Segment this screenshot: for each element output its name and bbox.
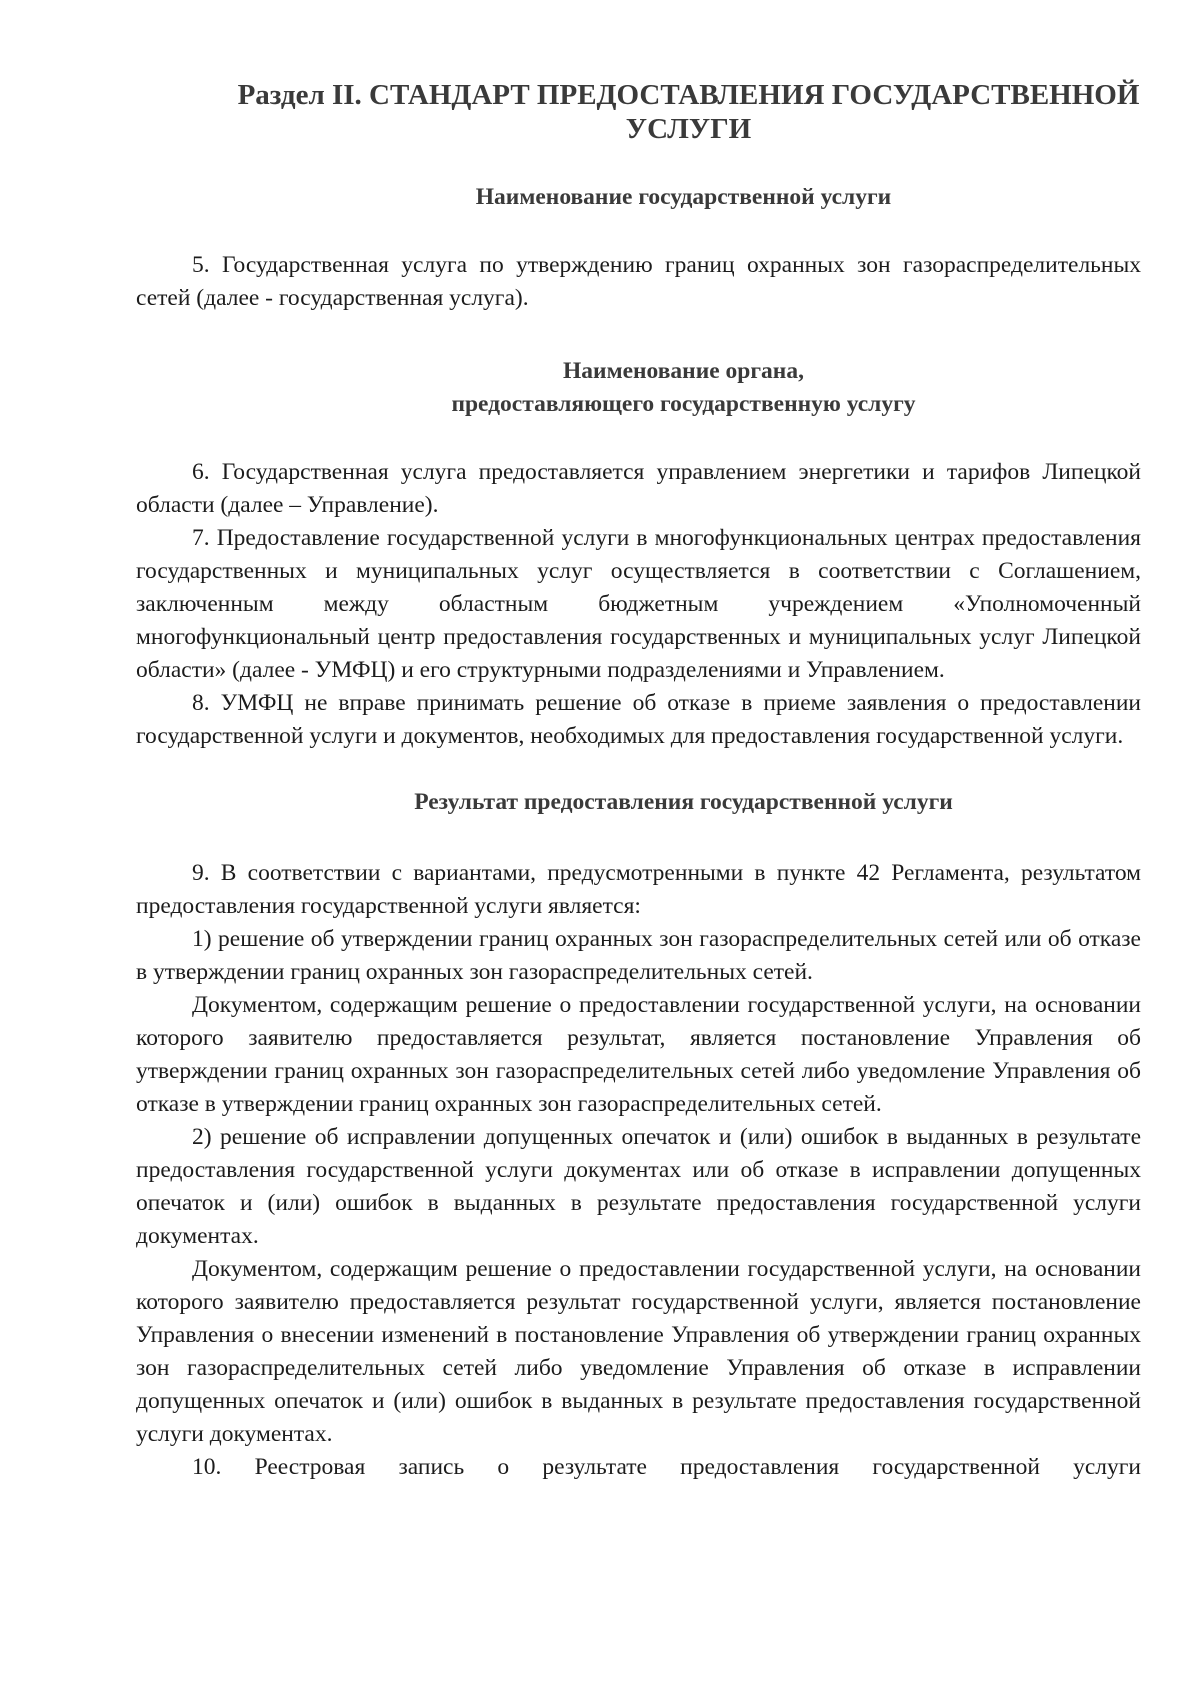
service-name-block (136, 249, 1141, 315)
paragraph-9-1: 1) решение об утверждении границ охранных зон газораспределительных сетей или об отказе в утверждении границ охранных зон газораспределительных сетей. (136, 926, 1141, 985)
heading-authority (136, 355, 1141, 421)
result-block (136, 857, 1141, 1484)
heading-result: Результат предоставления государственной услуги (414, 789, 953, 815)
paragraph-9-2-document: Документом, содержащим решение о предоставлении государственной услуги, на основании которого заявителю предоставляется результат государственной услуги, является постановление Управления о внесении изменений в постановление Управления об утверждении границ охранных зон газораспределительных сетей либо уведомление Управления об отказе в исправлении допущенных опечаток и (или) ошибок в выданных в результате предоставления государственной услуги документах. (136, 1256, 1141, 1447)
heading-service-name: Наименование государственной услуги (475, 184, 892, 210)
paragraph-9-1-document: Документом, содержащим решение о предоставлении государственной услуги, на основании которого заявителю предоставляется результат, является постановление Управления об утверждении границ охранных зон газораспределительных сетей либо уведомление Управления об отказе в утверждении границ охранных зон газораспределительных сетей. (136, 992, 1141, 1117)
paragraph-10: 10. Реестровая запись о результате предоставления государственной услуги (192, 1454, 1141, 1480)
paragraph-9-2: 2) решение об исправлении допущенных опечаток и (или) ошибок в выданных в результате предоставления государственной услуги документах или об отказе в исправлении допущенных опечаток и (или) ошибок в выданных в результате предоставления государственной услуги документах. (136, 1124, 1141, 1249)
section-title (136, 78, 1141, 146)
paragraph-8: 8. УМФЦ не вправе принимать решение об отказе в приеме заявления о предоставлении государственной услуги и документов, необходимых для предоставления государственной услуги. (136, 690, 1141, 749)
authority-block (136, 456, 1141, 753)
paragraph-6: 6. Государственная услуга предоставляется управлением энергетики и тарифов Липецкой области (далее – Управление). (136, 459, 1141, 518)
paragraph-7: 7. Предоставление государственной услуги в многофункциональных центрах предоставления государственных и муниципальных услуг осуществляется в соответствии с Соглашением, заключенным между областным бюджетным учреждением «Уполномоченный многофункциональный центр предоставления государственных и муниципальных услуг Липецкой области» (далее - УМФЦ) и его структурными подразделениями и Управлением. (136, 525, 1141, 683)
heading-authority-line2: предоставляющего государственную услугу (451, 391, 916, 417)
section-title-line2: УСЛУГИ (625, 113, 752, 145)
paragraph-5: 5. Государственная услуга по утверждению границ охранных зон газораспределительных сетей (далее - государственная услуга). (136, 252, 1141, 311)
paragraph-9: 9. В соответствии с вариантами, предусмотренными в пункте 42 Регламента, результатом предоставления государственной услуги является: (136, 860, 1141, 919)
heading-authority-line1: Наименование органа, (563, 358, 804, 384)
document-page (136, 0, 1141, 1484)
section-title-line1: Раздел II. СТАНДАРТ ПРЕДОСТАВЛЕНИЯ ГОСУДАРСТВЕННОЙ (237, 79, 1140, 111)
